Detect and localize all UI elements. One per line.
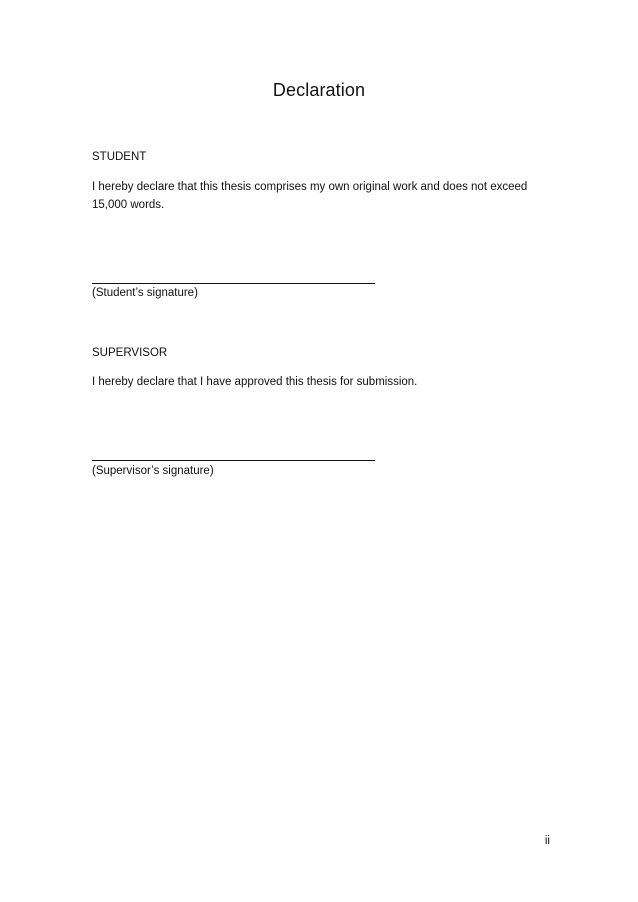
supervisor-signature-line bbox=[92, 460, 375, 461]
supervisor-signature-label: (Supervisor’s signature) bbox=[92, 465, 214, 477]
student-signature-label: (Student’s signature) bbox=[92, 287, 198, 299]
supervisor-declaration-text: I hereby declare that I have approved this thesis for submission. bbox=[92, 376, 418, 388]
student-declaration-text: I hereby declare that this thesis comprises my own original work and does not exceed 15,000 words. bbox=[92, 181, 528, 211]
page-number: ii bbox=[544, 835, 550, 847]
student-signature-line bbox=[92, 283, 375, 284]
supervisor-heading: SUPERVISOR bbox=[92, 347, 168, 359]
page-title: Declaration bbox=[272, 80, 366, 100]
student-heading: STUDENT bbox=[92, 151, 147, 163]
